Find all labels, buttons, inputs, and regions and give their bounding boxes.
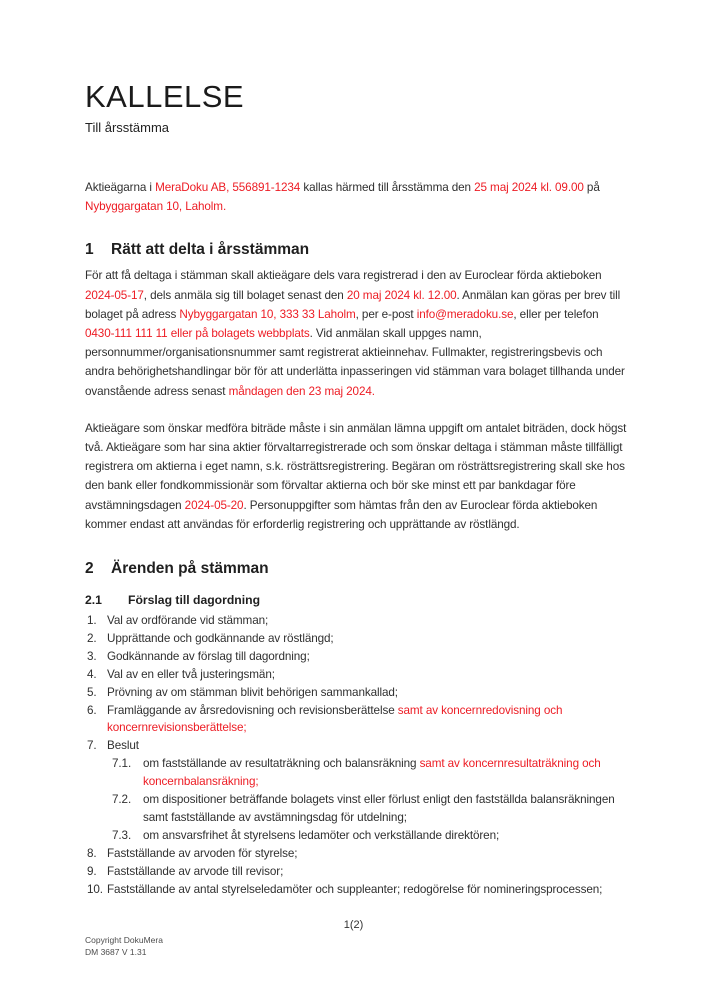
agenda-item-text [143,755,631,791]
text-run: Aktieägare som önskar medföra biträde måste i sin anmälan lämna uppgift om antalet biträden, dock högst två. Aktieägare som har sina aktier förvaltarregistrerade och som önskar deltaga i stämman måste tillfälligt registrera om aktierna i eget namn, s.k. rösträttsregistrering. Begäran om rösträttsregistrering skall ske hos den bank eller fondkommissionär som förvaltar aktierna och bör ske minst ett par bankdagar före avstämningsdagen [85,421,627,512]
agenda-item-number: 7. [87,739,97,753]
text-run: . Personuppgifter som hämtas från den av Euroclear förda aktieboken kommer endast att användas för erforderlig registrering och upprättande av röstlängd. [85,498,598,531]
agenda-item-number: 4. [87,667,97,681]
agenda-item-number: 1. [87,614,97,628]
agenda-item-text [107,630,631,648]
page-number: 1(2) [343,919,364,931]
highlighted-field: 25 maj 2024 kl. 09.00 [474,181,584,194]
agenda-item [85,881,631,899]
agenda-item-number: 5. [87,685,97,699]
highlighted-field: 0430-111 111 11 eller på bolagets webbplats [85,327,310,341]
highlighted-field: 2024-05-17 [85,288,144,302]
text-run: Framläggande av årsredovisning och revisionsberättelse [107,703,398,717]
agenda-item-number: 2. [87,631,97,645]
agenda-item [85,684,631,702]
section-2-heading [85,558,631,579]
agenda-item-number: 8. [87,846,97,860]
agenda-item-text [107,737,631,755]
section-2-number: 2 [85,560,94,578]
agenda-item [85,612,631,630]
agenda-item-text [143,827,631,845]
text-run: , per e-post [355,307,417,321]
document-content [85,80,631,899]
agenda-item-text [107,881,631,899]
text-run: Upprättande och godkännande av röstlängd; [107,631,334,645]
text-run: , eller per telefon [513,307,599,321]
text-run: Val av en eller två justeringsmän; [107,667,275,681]
subsection-2-1-heading [85,592,631,609]
footer [85,935,163,958]
footer-copyright: Copyright DokuMera [85,935,163,945]
text-run: För att få deltaga i stämman skall aktieägare dels vara registrerad i den av Euroclear förda aktieboken [85,269,602,283]
text-run: kallas härmed till årsstämma den [300,181,475,194]
highlighted-field: 20 maj 2024 kl. 12.00 [346,288,457,302]
agenda-subitem [110,755,631,791]
text-run: om fastställande av resultaträkning och balansräkning [143,757,420,771]
section-1-paragraph-1 [85,266,631,400]
footer-doc-id: DM 3687 V 1.31 [85,946,147,957]
text-run: Godkännande av förslag till dagordning; [107,649,310,663]
text-run: om ansvarsfrihet åt styrelsens ledamöter och verkställande direktören; [143,828,500,842]
section-1-heading [85,239,631,260]
text-run: Fastställande av arvoden för styrelse; [107,846,298,860]
highlighted-field: måndagen den 23 maj 2024. [228,384,375,398]
agenda-item-text [107,612,631,630]
text-run: Fastställande av antal styrelseledamöter och suppleanter; redogörelse för nomineringsprocessen; [107,882,603,896]
agenda-item-number: 10. [87,882,103,896]
highlighted-field: samt av koncernresultaträkning och koncernbalansräkning; [143,757,601,789]
subsection-2-1-title: Förslag till dagordning [128,593,261,608]
agenda-list [85,612,631,899]
agenda-item-number: 7.2. [112,793,132,807]
agenda-item [85,737,631,755]
text-run: Fastställande av arvode till revisor; [107,864,284,878]
agenda-item-text [107,684,631,702]
text-run: Prövning av om stämman blivit behörigen sammankallad; [107,685,398,699]
section-1-paragraph-2 [85,419,631,534]
agenda-item [85,630,631,648]
highlighted-field: Nybyggargatan 10, 333 33 Laholm [179,307,356,321]
agenda-subitem [110,791,631,827]
agenda-item-number: 6. [87,703,97,717]
highlighted-field: info@meradoku.se [416,307,514,321]
document-subtitle: Till årsstämma [85,120,170,135]
agenda-item-text [107,666,631,684]
text-run: . Anmälan kan göras per brev till bolaget på adress [85,288,621,321]
highlighted-field: MeraDoku AB, 556891-1234 [155,181,301,194]
section-2-title: Ärenden på stämman [111,560,269,578]
section-1-title: Rätt att delta i årsstämman [111,241,310,259]
text-run: om dispositioner beträffande bolagets vinst eller förlust enligt den fastställda balansräkningen samt fastställande av avstämningsdag för utdelning; [143,793,615,825]
text-run: Beslut [107,739,139,753]
agenda-item-text [107,863,631,881]
agenda-item [85,702,631,738]
agenda-item-text [143,791,631,827]
highlighted-field: Nybyggargatan 10, Laholm. [85,200,227,214]
document-title: KALLELSE [85,79,245,114]
text-run: Aktieägarna i [85,181,156,194]
text-run: . Vid anmälan skall uppges namn, personnummer/organisationsnummer samt registrerat aktieinnehav. Fullmakter, registreringsbevis och andra behörighetshandlingar bör för att underlätta inpasseringen vid stämman vara bolaget tillhanda under ovanstående adress senast [85,327,625,398]
text-run: på [583,181,600,194]
agenda-item-number: 3. [87,649,97,663]
highlighted-field: 2024-05-20 [184,498,244,512]
agenda-item [85,863,631,881]
intro-paragraph [85,178,631,216]
agenda-item [85,845,631,863]
subsection-2-1-number: 2.1 [85,593,102,608]
section-1-number: 1 [85,241,94,259]
agenda-item-text [107,648,631,666]
agenda-item-number: 7.1. [112,757,132,771]
text-run: Val av ordförande vid stämman; [107,614,269,628]
agenda-item-number: 7.3. [112,828,132,842]
highlighted-field: samt av koncernredovisning och koncernrevisionsberättelse; [107,703,563,735]
agenda-item-text [107,702,631,738]
agenda-subitem [110,827,631,845]
agenda-item [85,648,631,666]
agenda-item-text [107,845,631,863]
agenda-item-number: 9. [87,864,97,878]
agenda-item [85,666,631,684]
text-run: , dels anmäla sig till bolaget senast den [143,288,347,302]
